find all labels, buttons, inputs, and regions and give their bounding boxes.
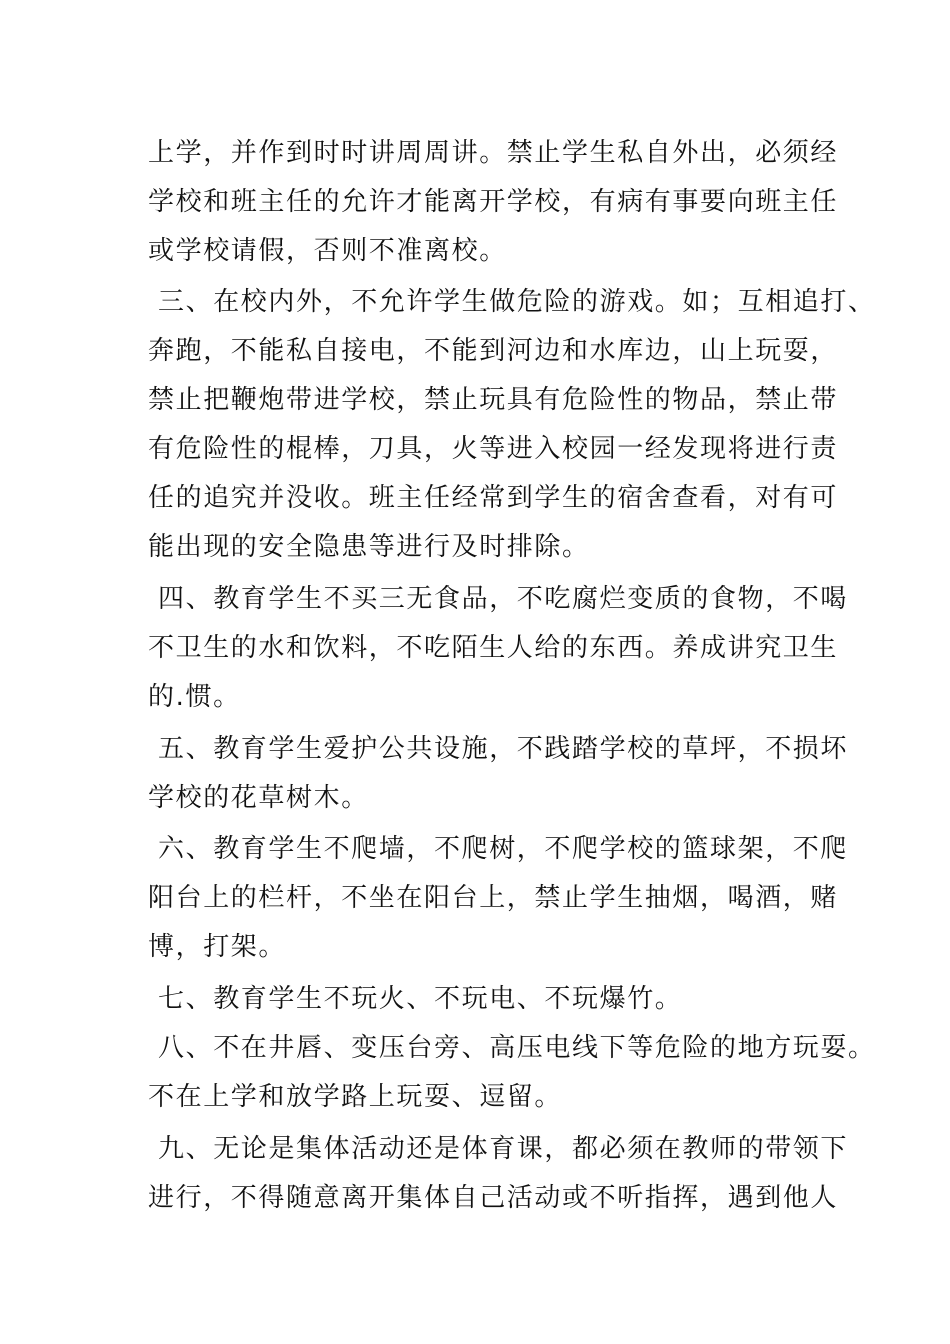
text-line: 学校的花草树木。 <box>148 783 369 813</box>
paragraph-7-start: 七、教育学生不玩火、不玩电、不玩爆竹。 <box>158 984 683 1014</box>
text-line: 不在上学和放学路上玩耍、逗留。 <box>148 1082 563 1112</box>
text-line: 或学校请假，否则不准离校。 <box>148 236 507 266</box>
text-line: 奔跑，不能私自接电，不能到河边和水库边，山上玩耍， <box>148 336 839 366</box>
text-line: 学校和班主任的允许才能离开学校，有病有事要向班主任 <box>148 187 839 217</box>
text-line: 上学，并作到时时讲周周讲。禁止学生私自外出，必须经 <box>148 138 839 168</box>
paragraph-9-start: 九、无论是集体活动还是体育课，都必须在教师的带领下 <box>158 1134 849 1164</box>
text-line: 能出现的安全隐患等进行及时排除。 <box>148 532 590 562</box>
paragraph-5-start: 五、教育学生爱护公共设施，不践踏学校的草坪，不损坏 <box>158 734 849 764</box>
paragraph-8-start: 八、不在井唇、变压台旁、高压电线下等危险的地方玩耍。 <box>158 1033 876 1063</box>
text-line: 阳台上的栏杆，不坐在阳台上，禁止学生抽烟，喝酒，赌 <box>148 883 839 913</box>
text-line: 有危险性的棍棒，刀具，火等进入校园一经发现将进行责 <box>148 434 839 464</box>
paragraph-6-start: 六、教育学生不爬墙，不爬树，不爬学校的篮球架，不爬 <box>158 834 849 864</box>
text-line: 任的追究并没收。班主任经常到学生的宿舍查看，对有可 <box>148 483 839 513</box>
text-line: 的.惯。 <box>148 682 241 712</box>
text-line: 禁止把鞭炮带进学校，禁止玩具有危险性的物品，禁止带 <box>148 385 839 415</box>
text-line: 博，打架。 <box>148 932 287 962</box>
text-line: 进行，不得随意离开集体自己活动或不听指挥，遇到他人 <box>148 1183 839 1213</box>
text-line: 不卫生的水和饮料，不吃陌生人给的东西。养成讲究卫生 <box>148 633 839 663</box>
paragraph-4-start: 四、教育学生不买三无食品，不吃腐烂变质的食物，不喝 <box>158 584 849 614</box>
paragraph-3-start: 三、在校内外，不允许学生做危险的游戏。如；互相追打、 <box>158 287 876 317</box>
